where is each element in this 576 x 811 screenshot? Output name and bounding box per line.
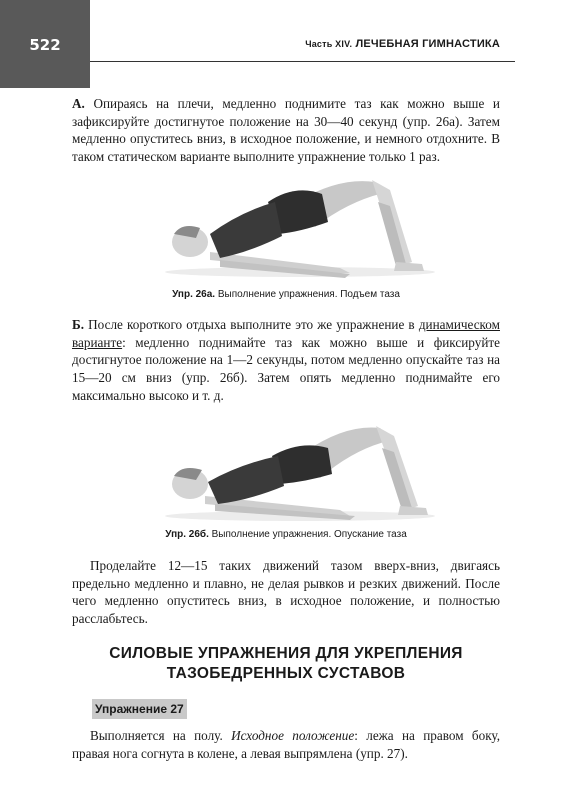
- exercise-26a-photo: [150, 172, 440, 282]
- caption-26b-text: Выполнение упражнения. Опускание таза: [208, 529, 407, 540]
- caption-26b-label: Упр. 26б.: [165, 529, 209, 540]
- paragraph-a-lead: А.: [72, 96, 85, 111]
- paragraph-a: [72, 95, 500, 166]
- paragraph-c: Проделайте 12—15 таких движений тазом вверх-вниз, двигаясь предельно медленно и плавно, не делая рывков и резких движений. После чего медленно опуститесь вниз, в исходное положение, и полностью расслабьтесь.: [72, 558, 500, 627]
- exercise-27-text-before: Выполняется на полу.: [90, 728, 232, 743]
- paragraph-b-lead: Б.: [72, 317, 85, 332]
- paragraph-b-text-before: После короткого отдыха выполните это же упражнение в: [84, 317, 419, 332]
- exercise-27-text-after: : лежа на правом боку, правая нога согнута в колене, а левая выпрямлена (упр. 27).: [72, 728, 500, 761]
- header-rule: [90, 61, 515, 62]
- caption-26a-label: Упр. 26а.: [172, 289, 216, 300]
- paragraph-a-text: Опираясь на плечи, медленно поднимите таз как можно выше и зафиксируйте достигнутое положение на 30—40 секунд (упр. 26а). Затем медленно опуститесь вниз, в исходное положение, и немного отдохните. В таком статическом варианте выполните упражнение только 1 раз.: [72, 96, 500, 165]
- part-label: Часть XIV.: [305, 39, 353, 49]
- section-title-line2: ТАЗОБЕДРЕННЫХ СУСТАВОВ: [166, 665, 406, 682]
- caption-26b: [72, 529, 500, 540]
- section-title-line1: СИЛОВЫЕ УПРАЖНЕНИЯ ДЛЯ УКРЕПЛЕНИЯ: [109, 645, 463, 662]
- caption-26a-text: Выполнение упражнения. Подъем таза: [215, 289, 400, 300]
- chapter-title: ЛЕЧЕБНАЯ ГИМНАСТИКА: [355, 38, 500, 50]
- exercise-27-label: Упражнение 27: [92, 699, 187, 719]
- paragraph-b: [72, 316, 500, 405]
- caption-26a: [72, 289, 500, 300]
- exercise-27-italic: Исходное положение: [231, 728, 355, 743]
- page-number: 522: [29, 36, 61, 54]
- exercise-26b-photo: [150, 412, 440, 524]
- exercise-27-text: [72, 727, 500, 762]
- running-head: [305, 38, 500, 50]
- paragraph-b-text-after: : медленно поднимайте таз как можно выше и фиксируйте достигнутое положение на 1—2 секунды, потом медленно опускайте таз на 15—20 см вниз (упр. 26б). Затем опять медленно поднимайте его максимально высоко и т. д.: [72, 334, 500, 403]
- paragraph-b-underlined: динамическом варианте: [72, 317, 500, 350]
- section-title: [72, 644, 500, 684]
